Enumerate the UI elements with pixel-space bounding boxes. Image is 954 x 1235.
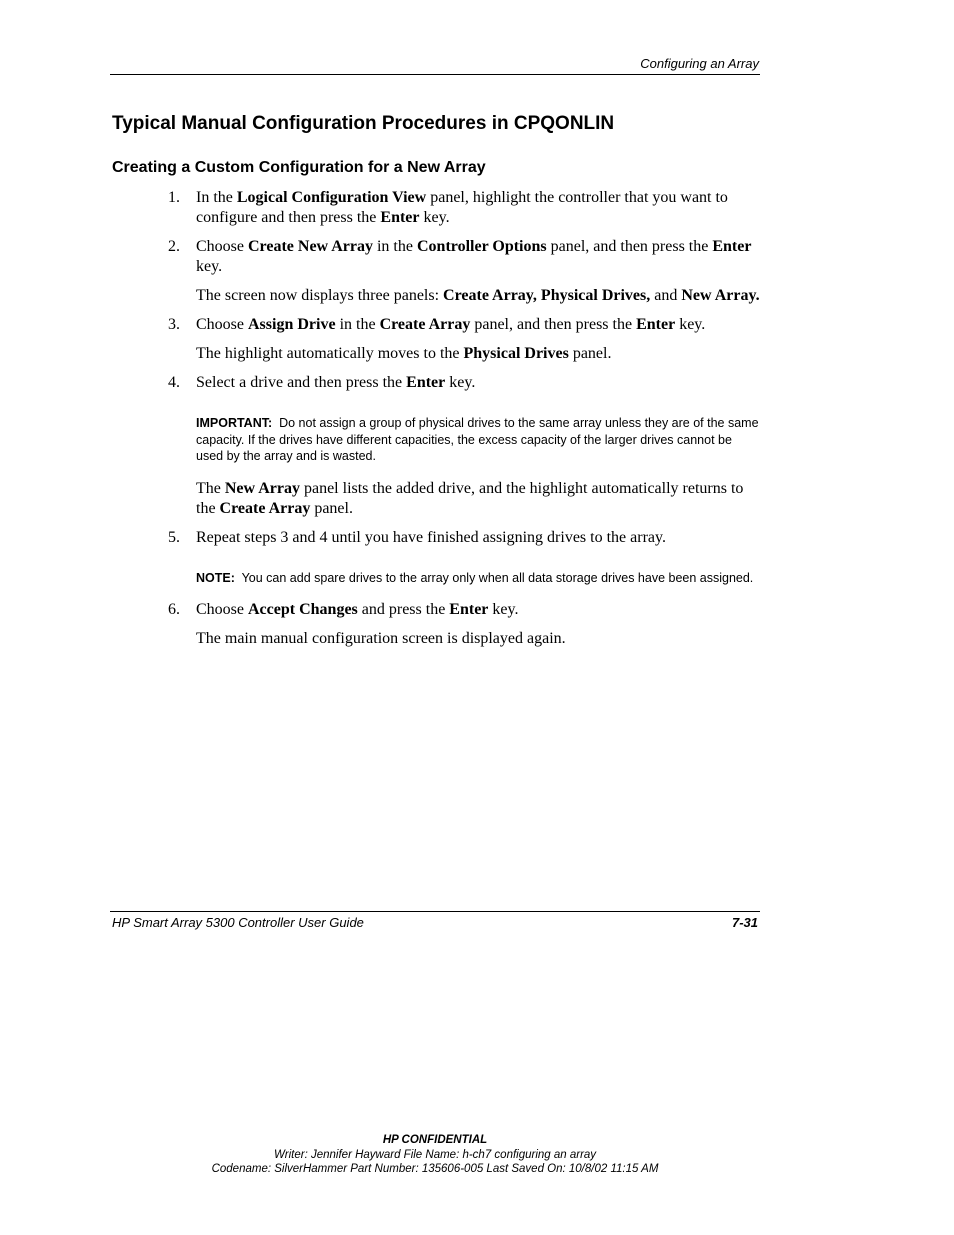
ui-term: Logical Configuration View: [236, 189, 427, 206]
key-name: Enter: [406, 374, 446, 391]
confidential-line-1: Writer: Jennifer Hayward File Name: h-ch7 configuring an array: [273, 1148, 597, 1161]
ui-term: New Array: [224, 479, 300, 497]
step-text: Choose: [196, 316, 248, 333]
ui-term: Controller Options: [416, 238, 547, 255]
para-text: The highlight automatically moves to the: [196, 345, 464, 362]
step-4-result: [168, 479, 760, 519]
key-name: Enter: [636, 316, 676, 333]
step-2-result: [168, 286, 760, 306]
confidential-label: HP CONFIDENTIAL: [382, 1134, 488, 1146]
ui-term: Assign Drive: [248, 316, 336, 333]
ui-term: New Array.: [681, 287, 760, 304]
key-name: Enter: [712, 238, 752, 255]
step-1: [168, 188, 760, 228]
footer-rule: [110, 911, 760, 912]
para-text: panel.: [310, 499, 353, 517]
important-text: Do not assign a group of physical drives to the same array unless they are of the same capacity. If the drives have different capacities, the excess capacity of the larger drives cannot be used by the array and is wasted.: [196, 416, 763, 463]
step-2: [168, 237, 760, 277]
procedure-body: [168, 188, 763, 649]
ui-term: Accept Changes: [248, 601, 358, 618]
para-text: panel.: [568, 345, 612, 362]
important-label: IMPORTANT:: [196, 416, 273, 430]
step-number: 4.: [168, 374, 180, 391]
step-text: key.: [488, 601, 519, 618]
para-text: The screen now displays three panels:: [196, 287, 444, 304]
para-text: The: [196, 479, 225, 497]
step-text: Select a drive and then press the: [196, 374, 407, 391]
ui-term: Create Array: [379, 316, 471, 333]
para-text: The main manual configuration screen is displayed again.: [196, 630, 566, 647]
step-text: Choose: [196, 238, 248, 255]
page-number: 7-31: [731, 915, 758, 930]
ui-term: Physical Drives: [463, 345, 569, 362]
step-text: In the: [196, 189, 237, 206]
step-text: Choose: [196, 601, 248, 618]
step-3: [168, 315, 760, 335]
para-text: panel lists the added drive, and the highlight automatically returns to the: [196, 479, 744, 517]
ui-term: Create Array, Physical Drives,: [443, 287, 651, 304]
step-5: [168, 528, 760, 548]
step-text: panel, and then press the: [470, 316, 637, 333]
step-text: in the: [335, 316, 380, 333]
note-label: NOTE:: [196, 570, 235, 585]
step-text: and press the: [357, 601, 450, 618]
note: [168, 570, 760, 587]
step-text: panel, highlight the controller that you want to configure and then press the: [196, 189, 728, 226]
ui-term: Create Array: [219, 499, 311, 517]
step-6: [168, 600, 760, 620]
key-name: Enter: [449, 601, 489, 618]
step-4: [168, 373, 760, 393]
running-header: Configuring an Array: [640, 56, 759, 71]
step-number: 1.: [168, 189, 180, 206]
step-number: 6.: [168, 601, 180, 618]
step-text: key.: [196, 258, 223, 275]
step-3-result: [168, 344, 760, 364]
step-number: 3.: [168, 316, 180, 333]
step-text: Repeat steps 3 and 4 until you have finished assigning drives to the array.: [196, 528, 666, 546]
step-text: key.: [445, 374, 476, 391]
subsection-heading: Creating a Custom Configuration for a New Array: [112, 159, 486, 176]
para-text: and: [650, 287, 682, 304]
footer-title: HP Smart Array 5300 Controller User Guide: [112, 915, 364, 930]
header-rule: [110, 74, 760, 75]
step-number: 2.: [168, 238, 180, 255]
step-text: key.: [419, 209, 450, 226]
confidential-block: [0, 1133, 870, 1177]
step-text: in the: [372, 238, 417, 255]
step-number: 5.: [168, 528, 180, 546]
ui-term: Create New Array: [248, 238, 373, 255]
key-name: Enter: [380, 209, 420, 226]
step-text: panel, and then press the: [546, 238, 713, 255]
important-note: [168, 415, 763, 465]
confidential-line-2: Codename: SilverHammer Part Number: 135606-005 Last Saved On: 10/8/02 11:15 AM: [211, 1163, 659, 1175]
step-6-result: [168, 629, 760, 649]
step-text: key.: [675, 316, 706, 333]
section-heading: Typical Manual Configuration Procedures in CPQONLIN: [112, 113, 615, 134]
note-text: You can add spare drives to the array only when all data storage drives have been assigned.: [234, 570, 754, 585]
